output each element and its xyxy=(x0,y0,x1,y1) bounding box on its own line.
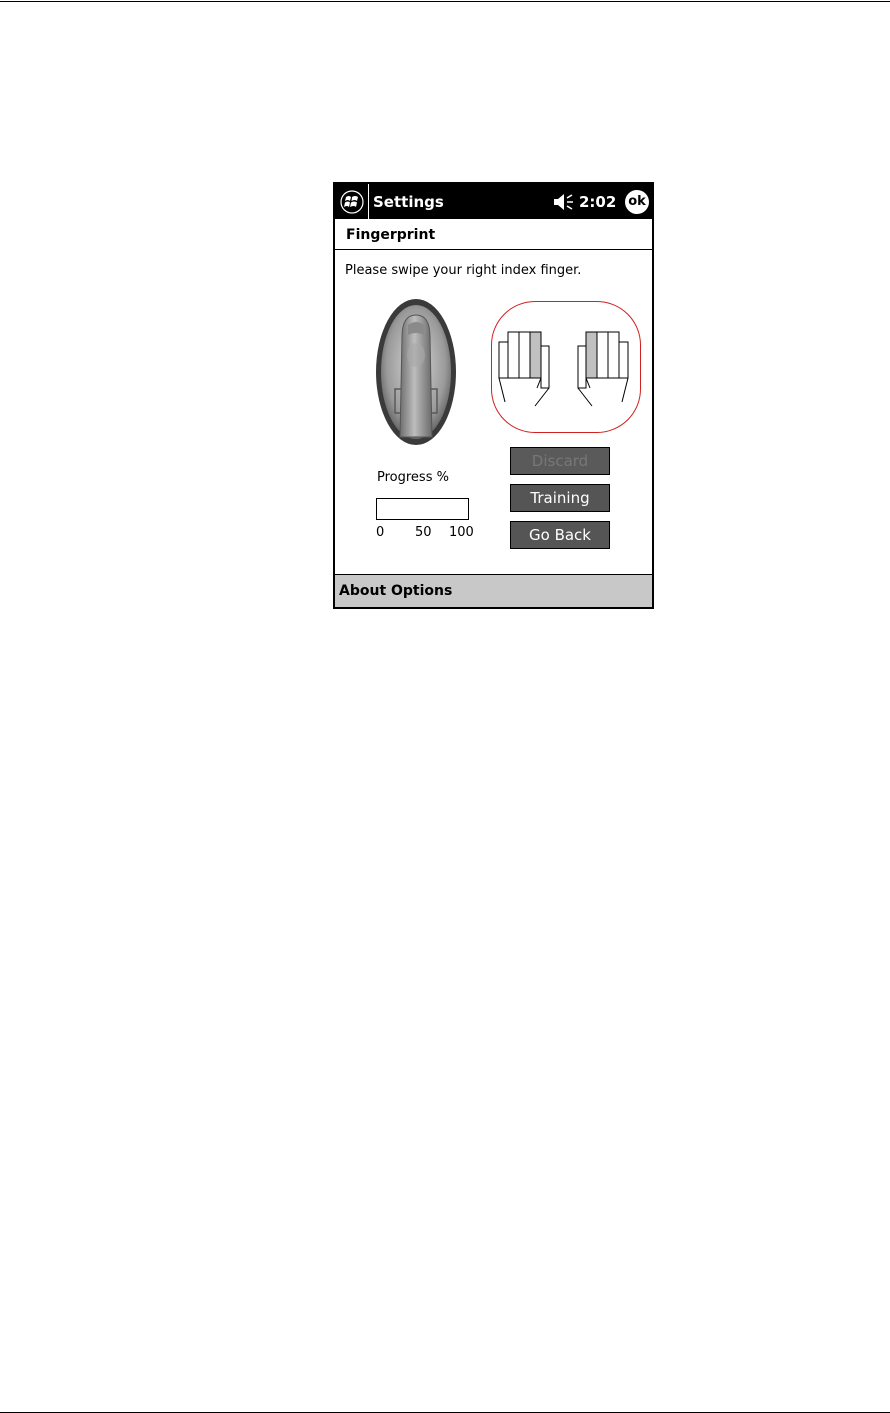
ok-button[interactable]: ok xyxy=(625,190,649,214)
hand-selection-frame xyxy=(491,301,641,433)
fingerprint-sensor-icon xyxy=(375,297,457,447)
menu-options[interactable]: Options xyxy=(391,583,453,599)
title-bar xyxy=(335,184,652,219)
menu-about[interactable]: About xyxy=(339,583,387,599)
speaker-icon[interactable] xyxy=(552,193,576,211)
clock[interactable]: 2:02 xyxy=(579,193,617,211)
app-title: Settings xyxy=(373,193,444,211)
progress-tick: 0 xyxy=(376,525,385,540)
progress-bar xyxy=(376,498,469,520)
hands-finger-selection-icon xyxy=(492,302,640,432)
page-title: Fingerprint xyxy=(346,227,436,243)
discard-button[interactable]: Discard xyxy=(510,447,610,475)
progress-tick: 50 xyxy=(415,525,432,540)
start-button[interactable] xyxy=(335,184,369,219)
instruction-text: Please swipe your right index finger. xyxy=(345,263,582,278)
windows-flag-icon xyxy=(339,190,365,214)
training-button[interactable]: Training xyxy=(510,484,610,512)
menu-bar xyxy=(335,574,652,607)
page-heading xyxy=(335,219,652,250)
pocket-pc-screen xyxy=(333,182,654,609)
progress-tick: 100 xyxy=(449,525,474,540)
progress-label: Progress % xyxy=(377,470,449,485)
page-top-rule xyxy=(0,1,890,2)
go-back-button[interactable]: Go Back xyxy=(510,521,610,549)
